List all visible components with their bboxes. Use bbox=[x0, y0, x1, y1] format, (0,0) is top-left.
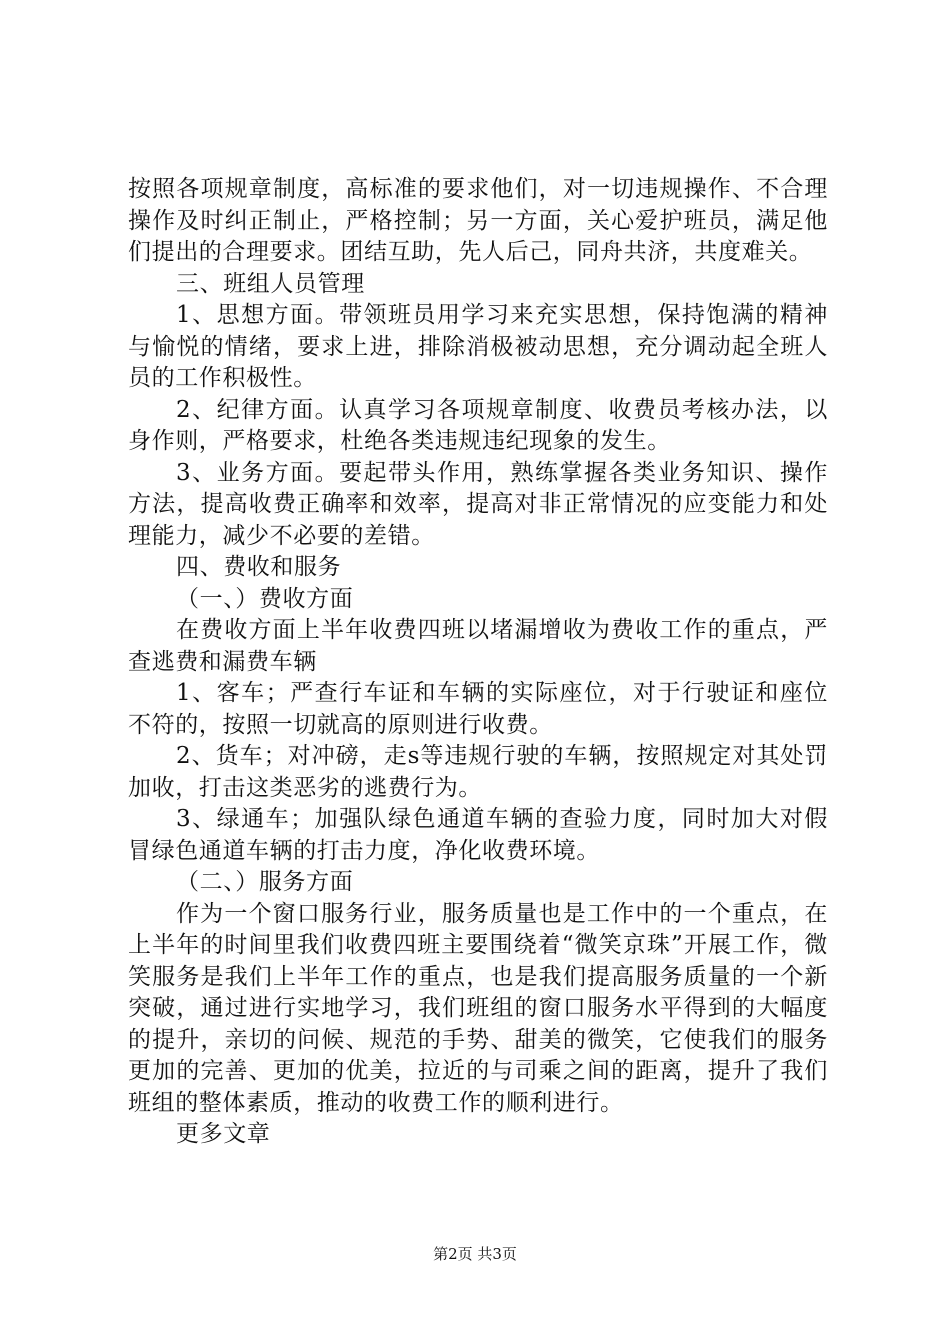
paragraph-thought: 1、思想方面。带领班员用学习来充实思想，保持饱满的精神与愉悦的情绪，要求上进，排除消极被动思想，充分调动起全班人员的工作积极性。 bbox=[128, 302, 828, 391]
paragraph-green-channel: 3、绿通车；加强队绿色通道车辆的查验力度，同时加大对假冒绿色通道车辆的打击力度，净化收费环境。 bbox=[128, 806, 828, 864]
subheading-fee: （一、）费收方面 bbox=[176, 585, 354, 612]
paragraph-1: 按照各项规章制度，高标准的要求他们，对一切违规操作、不合理操作及时纠正制止，严格控制；另一方面，关心爱护班员，满足他们提出的合理要求。团结互助，先人后己，同舟共济，共度难关。 bbox=[128, 176, 828, 265]
paragraph-truck: 2、货车；对冲磅，走s等违规行驶的车辆，按照规定对其处罚加收，打击这类恶劣的逃费行为。 bbox=[128, 743, 828, 801]
subheading-service: （二、）服务方面 bbox=[176, 869, 354, 895]
paragraph-business: 3、业务方面。要起带头作用，熟练掌握各类业务知识、操作方法，提高收费正确率和效率，提高对非正常情况的应变能力和处理能力，减少不必要的差错。 bbox=[128, 459, 828, 549]
paragraph-bus: 1、客车；严查行车证和车辆的实际座位，对于行驶证和座位不符的，按照一切就高的原则进行收费。 bbox=[128, 680, 828, 738]
paragraph-service: 作为一个窗口服务行业，服务质量也是工作中的一个重点，在上半年的时间里我们收费四班主要围绕着“微笑京珠”开展工作，微笑服务是我们上半年工作的重点，也是我们提高服务质量的一个新突破，通过进行实地学习，我们班组的窗口服务水平得到的大幅度的提升，亲切的问候、规范的手势、甜美的微笑，它使我们的服务更加的完善、更加的优美，拉近的与司乘之间的距离，提升了我们班组的整体素质，推动的收费工作的顺利进行。 bbox=[128, 900, 828, 1116]
more-articles-link[interactable]: 更多文章 bbox=[176, 1121, 271, 1147]
document-body bbox=[128, 174, 828, 1151]
page-number: 第2页 共3页 bbox=[433, 1245, 517, 1263]
paragraph-fee-intro: 在费收方面上半年收费四班以堵漏增收为费收工作的重点，严查逃费和漏费车辆 bbox=[128, 617, 828, 675]
paragraph-discipline: 2、纪律方面。认真学习各项规章制度、收费员考核办法，以身作则，严格要求，杜绝各类违规违纪现象的发生。 bbox=[128, 396, 828, 454]
section-heading-3: 三、班组人员管理 bbox=[176, 270, 365, 297]
section-heading-4: 四、费收和服务 bbox=[176, 554, 342, 580]
